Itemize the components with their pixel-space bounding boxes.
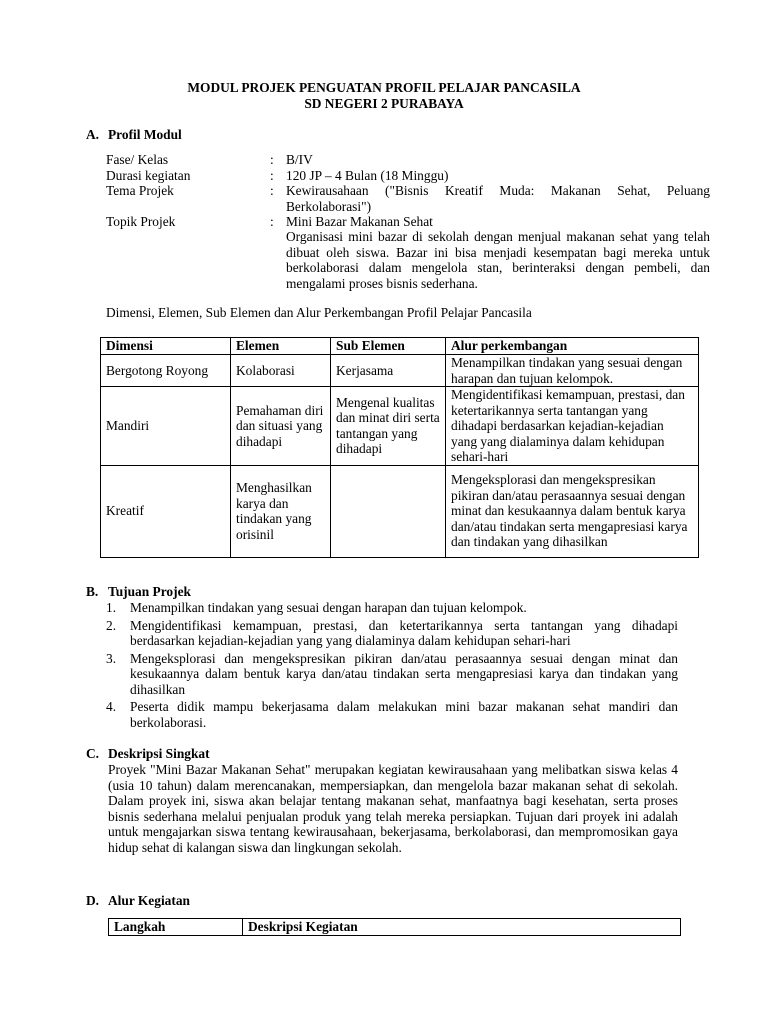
section-d-heading <box>86 893 190 909</box>
list-number: 2. <box>106 617 117 633</box>
description-paragraph: Proyek "Mini Bazar Makanan Sehat" merupakan kegiatan kewirausahaan yang melibatkan siswa kelas 4 (usia 10 tahun) dalam merencanakan, mempersiapkan, dan mengelola bazar makanan sehat di sekolah. Dalam proyek ini, siswa akan belajar tentang makanan sehat, manfaatnya bagi kesehatan, serta proses bisnis sederhana melalui penjualan produk yang telah mereka persiapkan. Tujuan dari proyek ini adalah untuk mengajarkan siswa tentang kewirausahaan, bekerjasama, berkolaborasi, dan mempromosikan gaya hidup sehat di kalangan siswa dan lingkungan sekolah. <box>108 762 678 855</box>
cell-sub-elemen <box>331 465 446 557</box>
profile-value: Mini Bazar Makanan Sehat <box>286 214 433 229</box>
profile-value: Kewirausahaan ("Bisnis Kreatif Muda: Makanan Sehat, Peluang Berkolaborasi") <box>286 183 710 214</box>
section-b-heading <box>86 584 191 600</box>
list-item <box>106 650 678 698</box>
section-d-title: Alur Kegiatan <box>108 893 190 908</box>
profile-colon: : <box>270 152 274 167</box>
section-b-letter: B. <box>86 584 99 599</box>
cell-elemen: Pemahaman diri dan situasi yang dihadapi <box>231 387 331 466</box>
table-row <box>101 465 699 557</box>
profile-label: Topik Projek <box>106 214 176 229</box>
cell-alur: Mengeksplorasi dan mengekspresikan pikiran dan/atau perasaannya sesuai dengan minat dan kesukaannya dalam bentuk karya dan/atau tindakan serta mengapresiasi karya dan tindakan yang dihasilkan <box>446 465 699 557</box>
list-number: 1. <box>106 600 117 615</box>
cell-sub-elemen: Kerjasama <box>331 355 446 387</box>
column-header: Alur perkembangan <box>446 338 699 355</box>
list-item <box>106 600 678 616</box>
list-item <box>106 699 678 730</box>
profile-colon: : <box>270 214 274 229</box>
cell-dimensi: Bergotong Royong <box>101 355 231 387</box>
list-text: Mengidentifikasi kemampuan, prestasi, dan ketertarikannya serta tantangan yang dihadapi berdasarkan kejadian-kejadian yang yang dialaminya dalam kehidupan sehari-hari <box>130 617 678 648</box>
profile-colon: : <box>270 183 274 198</box>
column-header: Deskripsi Kegiatan <box>243 919 681 936</box>
goals-list <box>106 600 678 732</box>
section-d-letter: D. <box>86 893 100 908</box>
section-a-heading <box>86 127 182 143</box>
section-b-title: Tujuan Projek <box>108 584 191 599</box>
profile-value: B/IV <box>286 152 313 167</box>
cell-sub-elemen: Mengenal kualitas dan minat diri serta tantangan yang dihadapi <box>331 387 446 466</box>
cell-elemen: Kolaborasi <box>231 355 331 387</box>
column-header: Dimensi <box>101 338 231 355</box>
topic-description: Organisasi mini bazar di sekolah dengan menjual makanan sehat yang telah dibuat oleh siswa. Bazar ini bisa menjadi kesempatan bagi mereka untuk berkolaborasi dalam mengelola stan, berinteraksi dengan pembeli, dan mengalami proses bisnis sederhana. <box>286 229 710 291</box>
school-name: SD NEGERI 2 PURABAYA <box>304 96 464 111</box>
section-a-letter: A. <box>86 127 100 142</box>
list-item <box>106 617 678 649</box>
list-number: 4. <box>106 699 117 714</box>
column-header: Sub Elemen <box>331 338 446 355</box>
cell-dimensi: Kreatif <box>101 465 231 557</box>
list-number: 3. <box>106 650 117 666</box>
profile-label: Tema Projek <box>106 183 174 198</box>
dimension-table <box>100 337 699 558</box>
dimension-caption: Dimensi, Elemen, Sub Elemen dan Alur Perkembangan Profil Pelajar Pancasila <box>106 305 532 320</box>
section-c-title: Deskripsi Singkat <box>108 746 210 761</box>
section-a-title: Profil Modul <box>108 127 182 142</box>
dimension-table-header-row <box>101 338 699 355</box>
profile-label: Durasi kegiatan <box>106 168 191 183</box>
cell-dimensi: Mandiri <box>101 387 231 466</box>
profile-colon: : <box>270 168 274 183</box>
cell-alur: Menampilkan tindakan yang sesuai dengan harapan dan tujuan kelompok. <box>446 355 699 387</box>
profile-label: Fase/ Kelas <box>106 152 169 167</box>
list-text: Menampilkan tindakan yang sesuai dengan harapan dan tujuan kelompok. <box>130 600 527 615</box>
section-c-letter: C. <box>86 746 100 761</box>
list-text: Peserta didik mampu bekerjasama dalam melakukan mini bazar makanan sehat mandiri dan berkolaborasi. <box>130 699 678 730</box>
table-row <box>101 387 699 466</box>
section-c-heading <box>86 746 210 762</box>
list-text: Mengeksplorasi dan mengekspresikan pikiran dan/atau perasaannya sesuai dengan minat dan kesukaannya dalam bentuk karya dan/atau tindakan serta mengapresiasi karya dan tindakan yang dihasilkan <box>130 650 678 697</box>
cell-alur: Mengidentifikasi kemampuan, prestasi, dan ketertarikannya serta tantangan yang dihadapi berdasarkan kejadian-kejadian yang yang dialaminya dalam kehidupan sehari-hari <box>446 387 699 466</box>
table-row <box>101 355 699 387</box>
activity-table-header-row <box>109 919 681 936</box>
column-header: Langkah <box>109 919 243 936</box>
document-title: MODUL PROJEK PENGUATAN PROFIL PELAJAR PANCASILA <box>187 80 581 95</box>
activity-table <box>108 918 681 936</box>
column-header: Elemen <box>231 338 331 355</box>
cell-elemen: Menghasilkan karya dan tindakan yang orisinil <box>231 465 331 557</box>
profile-value: 120 JP – 4 Bulan (18 Minggu) <box>286 168 449 183</box>
